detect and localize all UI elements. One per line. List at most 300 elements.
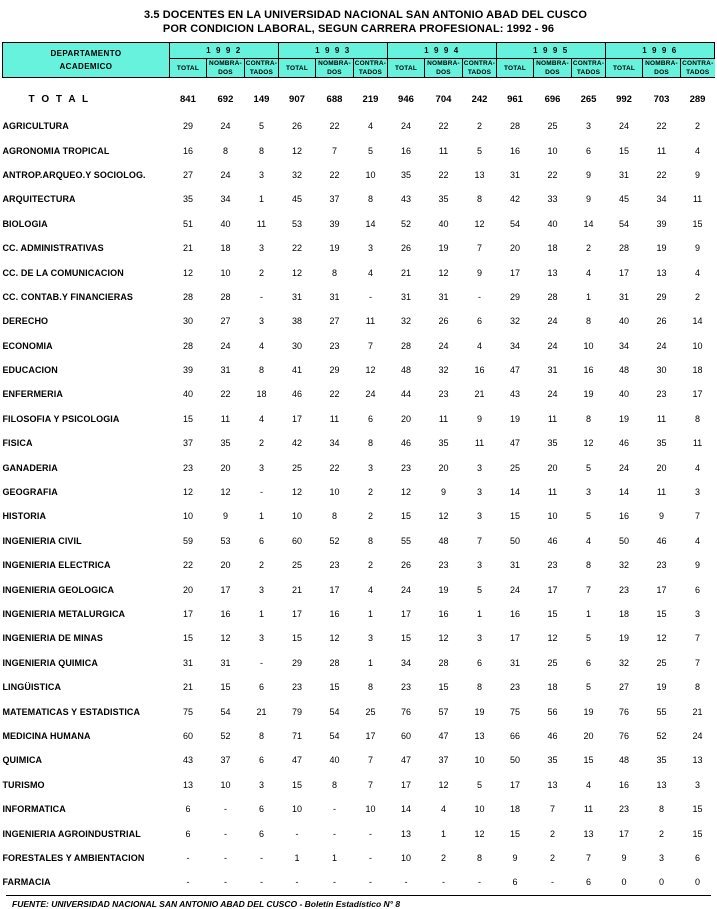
source-note: FUENTE: UNIVERSIDAD NACIONAL SAN ANTONIO ABAD DEL CUSCO - Boletín Estadístico N° 8	[12, 898, 401, 909]
row-cell: 23	[547, 560, 558, 571]
row-cell: 24	[438, 340, 449, 351]
row-cell: 11	[547, 487, 558, 498]
row-cell: 16	[438, 609, 449, 619]
row-cell: 8	[331, 267, 337, 278]
table-row	[2, 675, 714, 699]
row-cell: 21	[256, 706, 267, 717]
row-cell: 12	[438, 267, 449, 278]
row-cell: 703	[653, 93, 670, 105]
row-cell: 23	[182, 462, 193, 473]
row-cell: 22	[438, 169, 449, 180]
row-cell: 35	[656, 755, 667, 766]
row-cell: 52	[400, 218, 411, 229]
row-cell: 22	[329, 462, 340, 473]
row-cell: 25	[656, 657, 667, 668]
row-cell: 6	[367, 413, 373, 424]
row-cell: 33	[547, 194, 558, 205]
row-cell: -	[441, 877, 445, 888]
row-cell: -	[259, 852, 263, 863]
row-cell: 22	[329, 169, 340, 180]
row-cell: 4	[695, 267, 701, 278]
header-1995-contratados-l1: CONTRA-	[572, 60, 605, 67]
row-cell: 19	[619, 633, 630, 644]
table-header	[2, 43, 714, 78]
row-cell: 19	[474, 706, 485, 717]
row-cell: 0	[621, 877, 627, 888]
row-cell: 66	[509, 730, 520, 741]
row-cell: 688	[326, 93, 343, 105]
row-cell: 9	[512, 852, 518, 863]
row-cell: 23	[619, 804, 630, 815]
row-cell: 219	[362, 93, 379, 105]
row-cell: 8	[367, 438, 373, 449]
row-cell: 50	[509, 535, 520, 546]
row-cell: 6	[185, 828, 191, 839]
row-cell: 20	[547, 462, 558, 473]
row-cell: 19	[438, 584, 449, 595]
row-cell: 23	[329, 560, 340, 571]
table-row	[2, 773, 714, 797]
row-cell: 37	[329, 194, 340, 205]
row-label: FILOSOFIA Y PSICOLOGIA	[2, 413, 120, 424]
row-cell: 8	[222, 145, 228, 156]
row-cell: 31	[509, 169, 520, 180]
row-cell: 3	[586, 487, 592, 498]
row-cell: 7	[367, 755, 373, 766]
header-departamento	[2, 43, 169, 78]
row-cell: 34	[220, 194, 231, 205]
header-departamento-line1: DEPARTAMENTO	[50, 49, 122, 58]
row-cell: 30	[182, 316, 193, 327]
row-cell: 13	[547, 267, 558, 278]
row-cell: 20	[583, 730, 594, 741]
row-cell: 704	[435, 93, 452, 105]
row-label: LINGÜISTICA	[2, 682, 62, 693]
row-cell: 15	[182, 413, 193, 424]
row-cell: 4	[586, 779, 592, 790]
row-cell: 1	[586, 291, 592, 302]
row-cell: 15	[692, 218, 703, 229]
row-cell: -	[259, 291, 263, 302]
row-cell: 2	[440, 852, 446, 863]
row-cell: 15	[291, 633, 302, 644]
row-cell: 10	[474, 804, 485, 815]
row-cell: 10	[365, 169, 376, 180]
row-cell: 6	[258, 828, 264, 839]
row-cell: 1	[258, 609, 264, 619]
row-cell: 5	[258, 121, 264, 132]
row-cell: 37	[220, 755, 231, 766]
row-cell: 10	[291, 511, 302, 522]
row-cell: 22	[220, 389, 231, 400]
row-cell: 8	[695, 413, 701, 424]
row-cell: 19	[438, 243, 449, 254]
row-cell: 11	[329, 413, 340, 424]
row-cell: 15	[692, 828, 703, 839]
row-cell: 52	[329, 535, 340, 546]
row-cell: 15	[329, 682, 340, 693]
row-cell: 3	[258, 316, 264, 327]
row-cell: 24	[400, 121, 411, 132]
row-cell: 35	[656, 438, 667, 449]
row-cell: 1	[258, 194, 264, 205]
row-cell: 5	[367, 145, 373, 156]
row-cell: 26	[291, 121, 302, 132]
row-cell: 22	[438, 121, 449, 132]
header-1993-nombrados	[315, 59, 353, 78]
row-cell: 13	[656, 779, 667, 790]
row-cell: 34	[509, 340, 520, 351]
row-cell: 12	[220, 633, 231, 644]
table-row	[2, 382, 714, 406]
row-label: INGENIERIA GEOLOGICA	[2, 584, 115, 595]
row-cell: 7	[695, 657, 701, 668]
header-1992-contratados-l2: TADOS	[249, 69, 274, 76]
row-cell: 3	[476, 560, 482, 571]
row-cell: 54	[329, 706, 340, 717]
row-cell: 2	[695, 121, 701, 132]
row-cell: 2	[367, 511, 373, 522]
row-cell: 27	[619, 682, 630, 693]
row-cell: 34	[329, 438, 340, 449]
row-cell: 11	[692, 438, 703, 449]
header-1996-total: TOTAL	[606, 59, 643, 78]
row-cell: 28	[509, 121, 520, 132]
row-cell: 43	[509, 389, 520, 400]
row-cell: 6	[258, 755, 264, 766]
row-cell: 28	[329, 657, 340, 668]
row-cell: 20	[509, 243, 520, 254]
row-cell: 6	[586, 657, 592, 668]
row-cell: 15	[438, 682, 449, 693]
row-cell: 25	[365, 706, 376, 717]
row-cell: 21	[474, 389, 485, 400]
row-cell: 28	[220, 291, 231, 302]
row-cell: 18	[220, 243, 231, 254]
row-cell: 47	[438, 730, 449, 741]
header-1996-contratados	[681, 59, 715, 78]
row-cell: 52	[656, 730, 667, 741]
row-cell: 27	[182, 169, 193, 180]
header-year-1995: 1 9 9 5	[497, 43, 606, 59]
row-cell: 23	[438, 560, 449, 571]
row-cell: 3	[476, 487, 482, 498]
header-1994-nombrados-l1: NOMBRA-	[427, 60, 460, 67]
row-cell: 34	[400, 657, 411, 668]
row-cell: 2	[367, 560, 373, 571]
row-label: CC. DE LA COMUNICACION	[2, 267, 124, 278]
row-cell: 961	[507, 93, 523, 105]
row-label: TURISMO	[2, 779, 45, 790]
row-cell: 3	[258, 779, 264, 790]
row-cell: 30	[656, 365, 667, 376]
row-cell: 21	[692, 706, 703, 717]
row-cell: 8	[695, 682, 701, 693]
row-cell: 16	[182, 145, 193, 156]
row-cell: 25	[547, 657, 558, 668]
row-cell: 35	[547, 755, 558, 766]
row-cell: 12	[583, 438, 594, 449]
row-cell: 18	[547, 243, 558, 254]
row-cell: 16	[619, 779, 630, 790]
table-row	[2, 187, 714, 211]
row-cell: 25	[509, 462, 520, 473]
row-cell: 11	[474, 438, 485, 449]
row-cell: 24	[365, 389, 376, 400]
row-cell: 11	[438, 145, 449, 156]
row-cell: 11	[547, 413, 558, 424]
row-label: MEDICINA HUMANA	[2, 730, 91, 741]
row-cell: 20	[220, 560, 231, 571]
header-year-1996: 1 9 9 6	[606, 43, 715, 59]
row-cell: -	[259, 487, 263, 498]
table-row	[2, 797, 714, 821]
header-year-1993: 1 9 9 3	[278, 43, 387, 59]
row-cell: 8	[476, 194, 482, 205]
row-cell: 7	[476, 535, 482, 546]
row-cell: 8	[258, 730, 264, 741]
row-cell: 40	[438, 218, 449, 229]
row-cell: 3	[258, 633, 264, 644]
row-label: GANADERIA	[2, 462, 58, 473]
row-cell: 60	[291, 535, 302, 546]
row-label: FISICA	[2, 438, 33, 449]
row-cell: 29	[509, 291, 520, 302]
table-row	[2, 602, 714, 626]
row-cell: 2	[549, 828, 555, 839]
row-cell: 47	[400, 755, 411, 766]
row-cell: 24	[619, 462, 630, 473]
row-cell: 17	[619, 828, 630, 839]
row-cell: 9	[695, 243, 701, 254]
row-cell: 21	[291, 584, 302, 595]
row-cell: 51	[182, 218, 193, 229]
row-cell: 6	[695, 584, 701, 595]
row-label: DERECHO	[2, 316, 49, 327]
title-line-2: POR CONDICION LABORAL, SEGUN CARRERA PROFESIONAL: 1992 - 96	[162, 23, 555, 35]
row-cell: 56	[547, 706, 558, 717]
row-cell: 0	[695, 877, 701, 888]
row-cell: 242	[471, 93, 488, 105]
row-cell: 3	[258, 169, 264, 180]
row-cell: 7	[476, 243, 482, 254]
row-cell: 75	[509, 706, 520, 717]
row-cell: 17	[182, 609, 193, 619]
header-1993-contratados-l2: TADOS	[358, 69, 383, 76]
row-cell: 22	[291, 243, 302, 254]
row-cell: 6	[512, 877, 518, 888]
row-cell: 20	[400, 413, 411, 424]
row-cell: 40	[547, 218, 558, 229]
row-cell: 23	[509, 682, 520, 693]
row-cell: 4	[258, 413, 264, 424]
row-cell: 24	[400, 584, 411, 595]
row-cell: 10	[220, 267, 231, 278]
row-cell: 45	[619, 194, 630, 205]
row-cell: 9	[695, 560, 701, 571]
row-cell: 20	[182, 584, 193, 595]
row-cell: 52	[220, 730, 231, 741]
row-cell: 35	[547, 438, 558, 449]
row-cell: 14	[692, 316, 703, 327]
row-cell: 15	[583, 755, 594, 766]
row-cell: -	[332, 828, 336, 839]
row-cell: 25	[547, 121, 558, 132]
header-1995-nombrados-l1: NOMBRA-	[536, 60, 569, 67]
header-1992-contratados-l1: CONTRA-	[245, 60, 278, 67]
row-cell: 13	[474, 169, 485, 180]
header-1996-contratados-l2: TADOS	[686, 69, 710, 76]
table-row	[2, 553, 714, 577]
row-cell: -	[295, 828, 299, 839]
row-cell: 8	[586, 316, 592, 327]
row-cell: 17	[291, 413, 302, 424]
row-cell: 5	[586, 633, 592, 644]
row-cell: 22	[182, 560, 193, 571]
row-cell: 9	[476, 413, 482, 424]
row-cell: 24	[220, 121, 231, 132]
row-cell: 7	[331, 145, 337, 156]
row-cell: 35	[182, 194, 193, 205]
row-cell: 18	[256, 389, 267, 400]
row-label: FARMACIA	[2, 877, 51, 888]
row-label: INGENIERIA METALURGICA	[2, 609, 126, 619]
row-cell: -	[186, 852, 190, 863]
row-label: INGENIERIA ELECTRICA	[2, 560, 111, 571]
row-cell: 10	[329, 487, 340, 498]
row-cell: 10	[400, 852, 411, 863]
table-row	[2, 212, 714, 236]
row-cell: 16	[400, 145, 411, 156]
row-cell: -	[551, 877, 554, 888]
row-cell: 37	[438, 755, 449, 766]
row-cell: 29	[329, 365, 340, 376]
table-row	[2, 407, 714, 431]
row-cell: 40	[220, 218, 231, 229]
row-cell: 19	[329, 243, 340, 254]
row-cell: 4	[586, 535, 592, 546]
row-cell: 19	[656, 243, 667, 254]
row-cell: 696	[544, 93, 561, 105]
row-cell: 48	[400, 365, 411, 376]
row-cell: 3	[695, 779, 701, 790]
row-cell: 46	[400, 438, 411, 449]
row-cell: 4	[367, 584, 373, 595]
row-cell: 16	[509, 145, 520, 156]
row-cell: 12	[182, 487, 193, 498]
row-cell: 8	[367, 194, 373, 205]
row-cell: 17	[329, 584, 340, 595]
row-cell: 12	[291, 267, 302, 278]
row-cell: 17	[619, 267, 630, 278]
row-cell: 46	[547, 730, 558, 741]
row-label: INGENIERIA QUIMICA	[2, 657, 98, 668]
row-cell: 42	[509, 194, 520, 205]
row-cell: 10	[474, 755, 485, 766]
row-cell: 17	[692, 389, 703, 400]
row-cell: 22	[656, 121, 667, 132]
row-label: AGRICULTURA	[2, 121, 69, 132]
row-cell: 3	[695, 487, 701, 498]
row-cell: 32	[619, 560, 630, 571]
row-cell: 3	[476, 462, 482, 473]
row-cell: 4	[367, 267, 373, 278]
row-cell: -	[259, 657, 263, 668]
row-cell: 24	[509, 584, 520, 595]
row-cell: 16	[329, 609, 340, 619]
row-cell: 4	[695, 535, 701, 546]
row-cell: 35	[220, 438, 231, 449]
row-cell: 32	[619, 657, 630, 668]
row-cell: 71	[291, 730, 302, 741]
row-cell: 40	[619, 389, 630, 400]
row-cell: 6	[476, 316, 482, 327]
row-cell: 5	[586, 682, 592, 693]
header-departamento-line2: ACADEMICO	[59, 62, 113, 71]
row-cell: 53	[291, 218, 302, 229]
row-cell: 21	[400, 267, 411, 278]
row-cell: 2	[258, 438, 264, 449]
row-cell: 946	[398, 93, 414, 105]
row-cell: 2	[367, 487, 373, 498]
row-cell: 11	[220, 413, 231, 424]
row-cell: 3	[258, 584, 264, 595]
row-cell: 35	[438, 194, 449, 205]
row-cell: 12	[438, 633, 449, 644]
row-cell: 8	[659, 804, 665, 815]
row-label: AGRONOMIA TROPICAL	[2, 145, 110, 156]
header-1992-nombrados-l1: NOMBRA-	[209, 60, 242, 67]
row-cell: 28	[438, 657, 449, 668]
row-cell: 13	[474, 730, 485, 741]
row-cell: 31	[220, 365, 231, 376]
row-cell: 14	[400, 804, 411, 815]
row-cell: 23	[329, 340, 340, 351]
header-1993-contratados	[353, 59, 387, 78]
row-cell: 32	[291, 169, 302, 180]
row-cell: 18	[692, 365, 703, 376]
row-cell: 17	[656, 584, 667, 595]
header-row-years	[2, 43, 714, 59]
row-cell: 13	[656, 267, 667, 278]
row-cell: 40	[329, 755, 340, 766]
row-cell: 76	[619, 730, 630, 741]
row-cell: 12	[438, 779, 449, 790]
header-1995-contratados-l2: TADOS	[576, 69, 601, 76]
row-cell: 8	[331, 511, 337, 522]
table-row	[2, 358, 714, 382]
row-cell: 50	[509, 755, 520, 766]
header-1994-contratados	[462, 59, 496, 78]
header-1993-nombrados-l1: NOMBRA-	[318, 60, 351, 67]
row-cell: 7	[586, 584, 592, 595]
header-year-1994: 1 9 9 4	[387, 43, 496, 59]
row-cell: 10	[547, 145, 558, 156]
row-cell: 24	[656, 340, 667, 351]
header-1992-nombrados-l2: DOS	[218, 69, 233, 76]
row-cell: 12	[656, 633, 667, 644]
row-cell: 35	[438, 438, 449, 449]
header-1993-total: TOTAL	[278, 59, 315, 78]
row-cell: 3	[695, 609, 701, 619]
row-cell: 2	[586, 243, 592, 254]
row-cell: 4	[695, 145, 701, 156]
row-cell: 5	[476, 779, 482, 790]
row-cell: 28	[182, 291, 193, 302]
row-cell: 23	[400, 462, 411, 473]
row-cell: 38	[291, 316, 302, 327]
header-1994-nombrados	[424, 59, 462, 78]
